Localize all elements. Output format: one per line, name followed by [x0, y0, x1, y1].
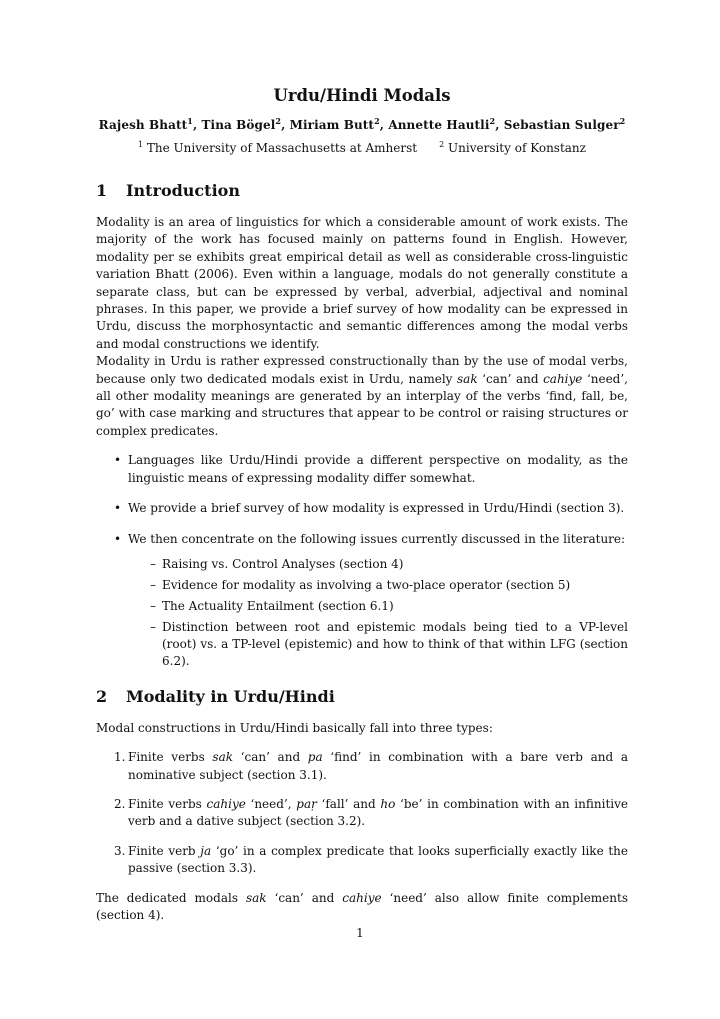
bullet-mark: •	[114, 531, 122, 546]
text-run: ‘can’ and	[266, 890, 343, 905]
author-name: Miriam Butt	[289, 118, 375, 132]
closing-paragraph	[96, 890, 628, 925]
example-word: sak	[457, 371, 478, 386]
numbered-item	[96, 843, 628, 878]
sub-item-text: Distinction between root and epistemic modals being tied to a VP-level (root) vs. a TP-level (epistemic) and how to think of that within LFG (section 6.2).	[162, 619, 628, 669]
page-number: 1	[356, 926, 364, 940]
affiliation-name: University of Konstanz	[448, 141, 586, 155]
text-run: ‘need’,	[245, 797, 297, 812]
text-run: Finite verbs	[128, 797, 207, 812]
paper-title: Urdu/Hindi Modals	[273, 86, 451, 105]
item-number: 2.	[114, 797, 126, 812]
author-name: Annette Hautli	[388, 118, 490, 132]
sub-item	[128, 598, 628, 615]
bullet-mark: •	[114, 453, 122, 468]
numbered-list	[96, 749, 628, 877]
section-heading-introduction	[96, 181, 628, 200]
author-name: Sebastian Sulger	[503, 118, 620, 132]
dash-mark: –	[150, 556, 156, 571]
text-run: ‘be’ in combination with an infinitive verb and a dative subject (section 3.2).	[128, 797, 628, 829]
bullet-list	[96, 452, 628, 671]
text-run: ‘can’ and	[477, 371, 544, 386]
affiliation-name: The University of Massachusetts at Amherst	[146, 141, 418, 155]
example-word: paṛ	[296, 797, 317, 812]
sub-item-text: Evidence for modality as involving a two-place operator (section 5)	[162, 577, 571, 592]
text-run: ‘need’, all other modality meanings are generated by an interplay of the verbs ‘find, fall, be, go’ with case marking and structures that appear to be control or raising structures or complex predicates.	[96, 371, 628, 438]
text-run: ‘can’ and	[233, 750, 308, 765]
section-title: Modality in Urdu/Hindi	[126, 686, 335, 706]
sub-item	[128, 556, 628, 573]
section-number: 1	[96, 181, 108, 200]
bullet-item	[96, 452, 628, 487]
example-word: cahiye	[543, 371, 583, 386]
affiliation-mark: 2	[439, 140, 445, 149]
text-run: Modality in Urdu is rather expressed constructionally than by the use of modal verbs, because only two dedicated modals exist in Urdu, namely	[96, 354, 628, 386]
sub-item-text: The Actuality Entailment (section 6.1)	[162, 598, 394, 613]
author-name: Rajesh Bhatt	[98, 118, 188, 132]
text-run: ‘fall’ and	[316, 797, 381, 812]
sub-item	[128, 619, 628, 671]
text-run: Finite verbs	[128, 750, 213, 765]
modality-intro-paragraph: Modal constructions in Urdu/Hindi basically fall into three types:	[96, 720, 493, 735]
sub-item	[128, 577, 628, 594]
example-word: ho	[380, 797, 396, 812]
author-affil-mark: 2	[275, 116, 282, 126]
sub-list	[128, 556, 628, 671]
numbered-item	[96, 749, 628, 784]
section-heading-modality	[96, 687, 628, 706]
author-affil-mark: 2	[489, 116, 496, 126]
section-number: 2	[96, 686, 108, 706]
intro-paragraph-2	[96, 353, 628, 440]
bullet-text: We provide a brief survey of how modality is expressed in Urdu/Hindi (section 3).	[128, 501, 625, 516]
text-run: ‘find’ in combination with a bare verb and a nominative subject (section 3.1).	[128, 750, 628, 782]
numbered-item	[96, 796, 628, 831]
example-word: ja	[200, 843, 212, 858]
bullet-item	[96, 500, 628, 517]
example-word: sak	[212, 750, 234, 765]
bullet-text: We then concentrate on the following issues currently discussed in the literature:	[128, 531, 626, 546]
text-run: Finite verb	[128, 843, 201, 858]
affiliation-mark: 1	[137, 140, 144, 149]
section-title: Introduction	[126, 181, 240, 200]
author-affil-mark: 2	[619, 116, 626, 126]
dash-mark: –	[150, 598, 156, 613]
text-run: ‘go’ in a complex predicate that looks superficially exactly like the passive (section 3.3).	[128, 843, 628, 876]
example-word: sak	[245, 890, 267, 905]
item-number: 3.	[114, 843, 126, 858]
example-word: pa	[307, 750, 323, 765]
item-number: 1.	[114, 750, 126, 765]
affiliation-list	[96, 141, 628, 155]
text-run: The dedicated modals	[96, 890, 246, 905]
text-run: ‘need’ also allow finite complements (section 4).	[96, 890, 628, 923]
sub-item-text: Raising vs. Control Analyses (section 4)	[162, 556, 404, 571]
author-list: Rajesh Bhatt$^1$, Tina Bögel$^2$, Miriam Butt$^2$, Annette Hautli$^2$, Sebastian Sulger$^2$	[98, 116, 626, 132]
example-word: cahiye	[342, 890, 382, 905]
paper-page	[96, 86, 628, 925]
dash-mark: –	[150, 619, 156, 634]
example-word: cahiye	[206, 797, 246, 812]
bullet-item	[96, 531, 628, 671]
author-name: Tina Bögel	[201, 118, 276, 132]
bullet-mark: •	[114, 501, 122, 516]
author-affil-mark: 1	[187, 116, 193, 126]
intro-paragraph-1: Modality is an area of linguistics for which a considerable amount of work exists. The majority of the work has focused mainly on patterns found in English. However, modality per se exhibits great empirical detail as well as considerable cross-linguistic variation Bhatt (2006). Even within a language, modals do not generally constitute a separate class, but can be expressed by verbal, adverbial, adjectival and nominal phrases. In this paper, we provide a brief survey of how modality can be expressed in Urdu, discuss the morphosyntactic and semantic differences among the modal verbs and modal constructions we identify.	[96, 215, 628, 351]
dash-mark: –	[150, 577, 156, 592]
author-affil-mark: 2	[374, 116, 380, 126]
bullet-text: Languages like Urdu/Hindi provide a different perspective on modality, as the linguistic means of expressing modality differ somewhat.	[128, 453, 628, 485]
